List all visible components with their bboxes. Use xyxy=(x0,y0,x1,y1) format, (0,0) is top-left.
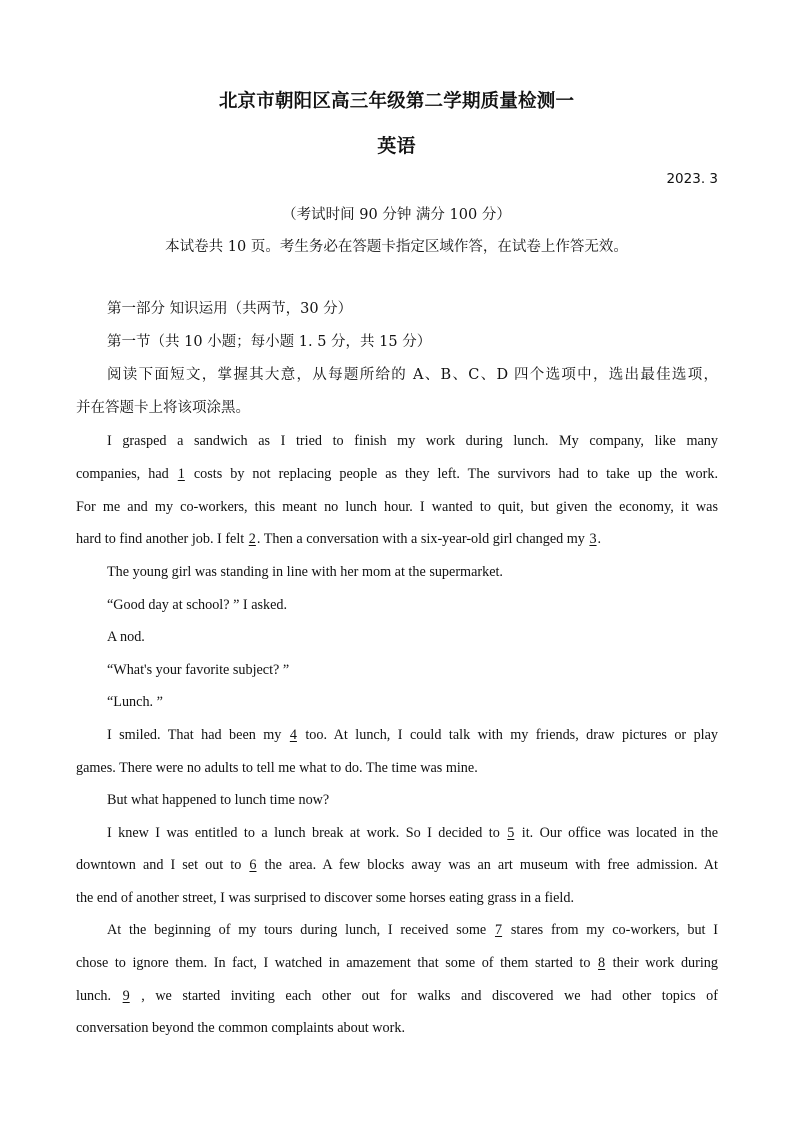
exam-time-note: （考试时间 90 分钟 满分 100 分） xyxy=(282,207,511,223)
passage-text: their work during xyxy=(606,955,718,971)
passage-text: , we started inviting each other out for walks and discovered we had other topics of xyxy=(130,988,718,1004)
passage-line xyxy=(76,987,718,1005)
passage-line: But what happened to lunch time now? xyxy=(107,792,330,808)
directions-line-2: 并在答题卡上将该项涂黑。 xyxy=(76,400,250,416)
passage-text: it. Our office was located in the xyxy=(515,825,718,841)
passage-text: lunch. xyxy=(76,988,122,1004)
blank-2: 2 xyxy=(248,531,256,547)
blank-7: 7 xyxy=(494,922,503,938)
passage-line xyxy=(107,726,718,744)
passage-text: . xyxy=(597,531,602,547)
exam-date: 2023. 3 xyxy=(666,171,718,187)
passage-line: For me and my co-workers, this meant no lunch hour. I wanted to quit, but given the economy, it was xyxy=(76,499,718,515)
passage-text: hard to find another job. I felt xyxy=(76,531,248,547)
blank-5: 5 xyxy=(507,825,515,841)
passage-line: The young girl was standing in line with her mom at the supermarket. xyxy=(107,564,503,580)
passage-text: downtown and I set out to xyxy=(76,857,249,873)
passage-line: games. There were no adults to tell me what to do. The time was mine. xyxy=(76,760,478,776)
exam-instructions: 本试卷共 10 页。考生务必在答题卡指定区域作答，在试卷上作答无效。 xyxy=(165,239,628,255)
passage-text: I knew I was entitled to a lunch break at work. So I decided to xyxy=(107,825,507,841)
directions-line-1: 阅读下面短文，掌握其大意，从每题所给的 A、B、C、D 四个选项中，选出最佳选项， xyxy=(107,367,718,383)
blank-4: 4 xyxy=(289,727,297,743)
part-title: 第一部分 知识运用（共两节，30 分） xyxy=(107,301,353,317)
blank-6: 6 xyxy=(249,857,257,873)
section-title: 第一节（共 10 小题；每小题 1. 5 分，共 15 分） xyxy=(107,334,432,350)
passage-text: chose to ignore them. In fact, I watched in amazement that some of them started to xyxy=(76,955,598,971)
passage-line xyxy=(76,954,718,972)
passage-line: conversation beyond the common complaints about work. xyxy=(76,1020,406,1036)
passage-text: the area. A few blocks away was an art museum with free admission. At xyxy=(257,857,718,873)
passage-text: stares from my co-workers, but I xyxy=(503,922,718,938)
passage-text: I smiled. That had been my xyxy=(107,727,289,743)
passage-line: “What's your favorite subject? ” xyxy=(107,662,290,678)
subject-title: 英语 xyxy=(377,135,416,157)
passage-line xyxy=(107,921,718,939)
passage-line: I grasped a sandwich as I tried to finish my work during lunch. My company, like many xyxy=(107,433,718,449)
passage-line: A nod. xyxy=(107,629,145,645)
passage-text: companies, had xyxy=(76,466,177,482)
exam-title: 北京市朝阳区高三年级第二学期质量检测一 xyxy=(218,91,575,112)
passage-line: the end of another street, I was surprised to discover some horses eating grass in a field. xyxy=(76,890,574,906)
passage-text: costs by not replacing people as they left. The survivors had to take up the work. xyxy=(185,466,718,482)
passage-line xyxy=(76,465,718,483)
passage-line: “Lunch. ” xyxy=(107,694,163,710)
passage-text: too. At lunch, I could talk with my friends, draw pictures or play xyxy=(297,727,718,743)
passage-line xyxy=(76,530,718,548)
blank-3: 3 xyxy=(589,531,597,547)
blank-9: 9 xyxy=(122,988,130,1004)
passage-line xyxy=(107,824,718,842)
passage-line xyxy=(76,856,718,874)
blank-1: 1 xyxy=(177,466,185,482)
passage-text: . Then a conversation with a six-year-old girl changed my xyxy=(256,531,589,547)
passage-text: At the beginning of my tours during lunch, I received some xyxy=(107,922,494,938)
passage-line: “Good day at school? ” I asked. xyxy=(107,597,288,613)
blank-8: 8 xyxy=(598,955,606,971)
